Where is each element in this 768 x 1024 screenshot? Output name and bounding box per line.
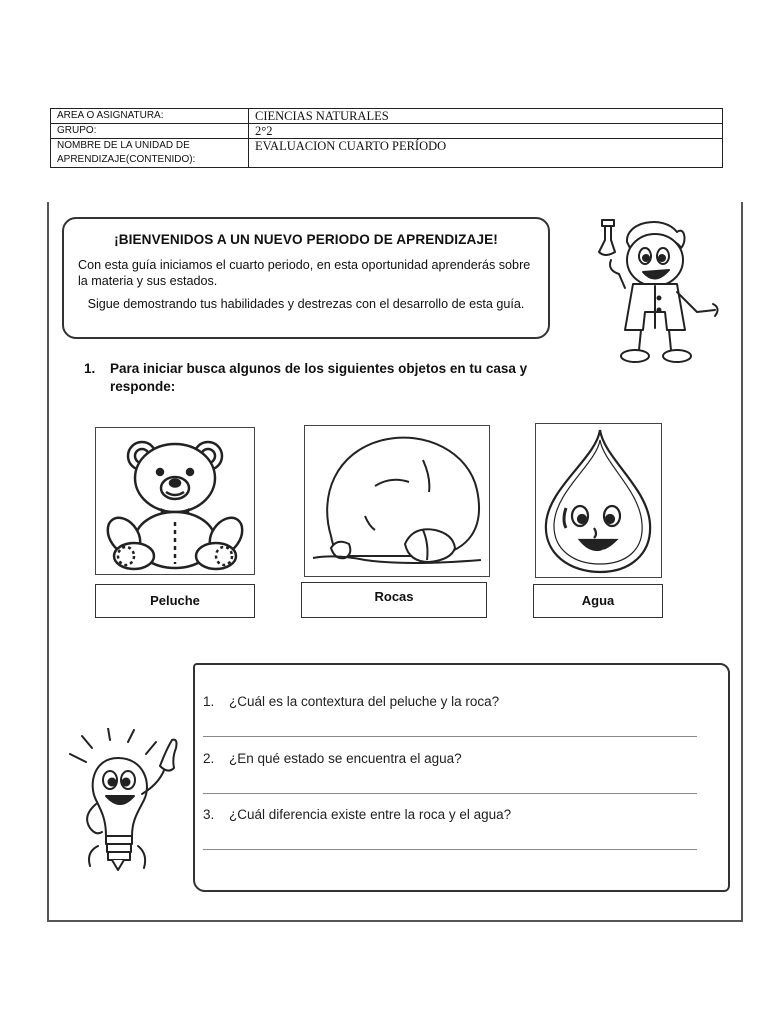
header-row-group xyxy=(51,124,723,139)
question-2 xyxy=(203,751,462,766)
instruction-number: 1. xyxy=(84,361,96,376)
welcome-box xyxy=(62,217,550,339)
scientist-kid-icon xyxy=(585,212,725,372)
question-2-number: 2. xyxy=(203,751,215,766)
header-table xyxy=(50,108,723,168)
unit-label-line2: APRENDIZAJE(CONTENIDO): xyxy=(57,154,196,165)
question-2-text: ¿En qué estado se encuentra el agua? xyxy=(229,751,462,766)
rocks-icon xyxy=(305,426,489,576)
water-drop-icon xyxy=(536,424,661,577)
instruction-text: Para iniciar busca algunos de los siguientes objetos en tu casa y responde: xyxy=(110,361,528,394)
welcome-paragraph-1: Con esta guía iniciamos el cuarto periodo, en esta oportunidad aprenderás sobre la materia y sus estados. xyxy=(78,258,531,288)
unit-value: EVALUACION CUARTO PERÍODO xyxy=(249,139,723,168)
welcome-title: ¡BIENVENIDOS A UN NUEVO PERIODO DE APRENDIZAJE! xyxy=(114,232,498,247)
group-label: GRUPO: xyxy=(51,124,249,139)
teddy-bear-image xyxy=(95,427,255,575)
question-3 xyxy=(203,807,511,822)
answer-line-1[interactable] xyxy=(203,736,697,737)
group-value: 2°2 xyxy=(249,124,723,139)
teddy-bear-icon xyxy=(96,428,254,574)
question-1-text: ¿Cuál es la contextura del peluche y la roca? xyxy=(229,694,500,709)
object-label-rocas: Rocas xyxy=(301,582,487,618)
object-label-peluche: Peluche xyxy=(95,584,255,618)
unit-label-line1: NOMBRE DE LA UNIDAD DE xyxy=(57,140,190,151)
water-drop-image xyxy=(535,423,662,578)
object-label-agua: Agua xyxy=(533,584,663,618)
unit-label xyxy=(51,139,249,168)
question-1 xyxy=(203,694,499,709)
rocks-image xyxy=(304,425,490,577)
subject-label: AREA O ASIGNATURA: xyxy=(51,109,249,124)
instruction-1 xyxy=(84,360,554,396)
question-3-text: ¿Cuál diferencia existe entre la roca y el agua? xyxy=(229,807,512,822)
answer-line-3[interactable] xyxy=(203,849,697,850)
question-3-number: 3. xyxy=(203,807,215,822)
header-row-unit xyxy=(51,139,723,168)
answer-line-2[interactable] xyxy=(203,793,697,794)
subject-value: CIENCIAS NATURALES xyxy=(249,109,723,124)
lightbulb-character-icon xyxy=(62,728,192,888)
question-1-number: 1. xyxy=(203,694,215,709)
header-row-subject xyxy=(51,109,723,124)
welcome-paragraph-2: Sigue demostrando tus habilidades y destrezas con el desarrollo de esta guía. xyxy=(87,297,525,311)
